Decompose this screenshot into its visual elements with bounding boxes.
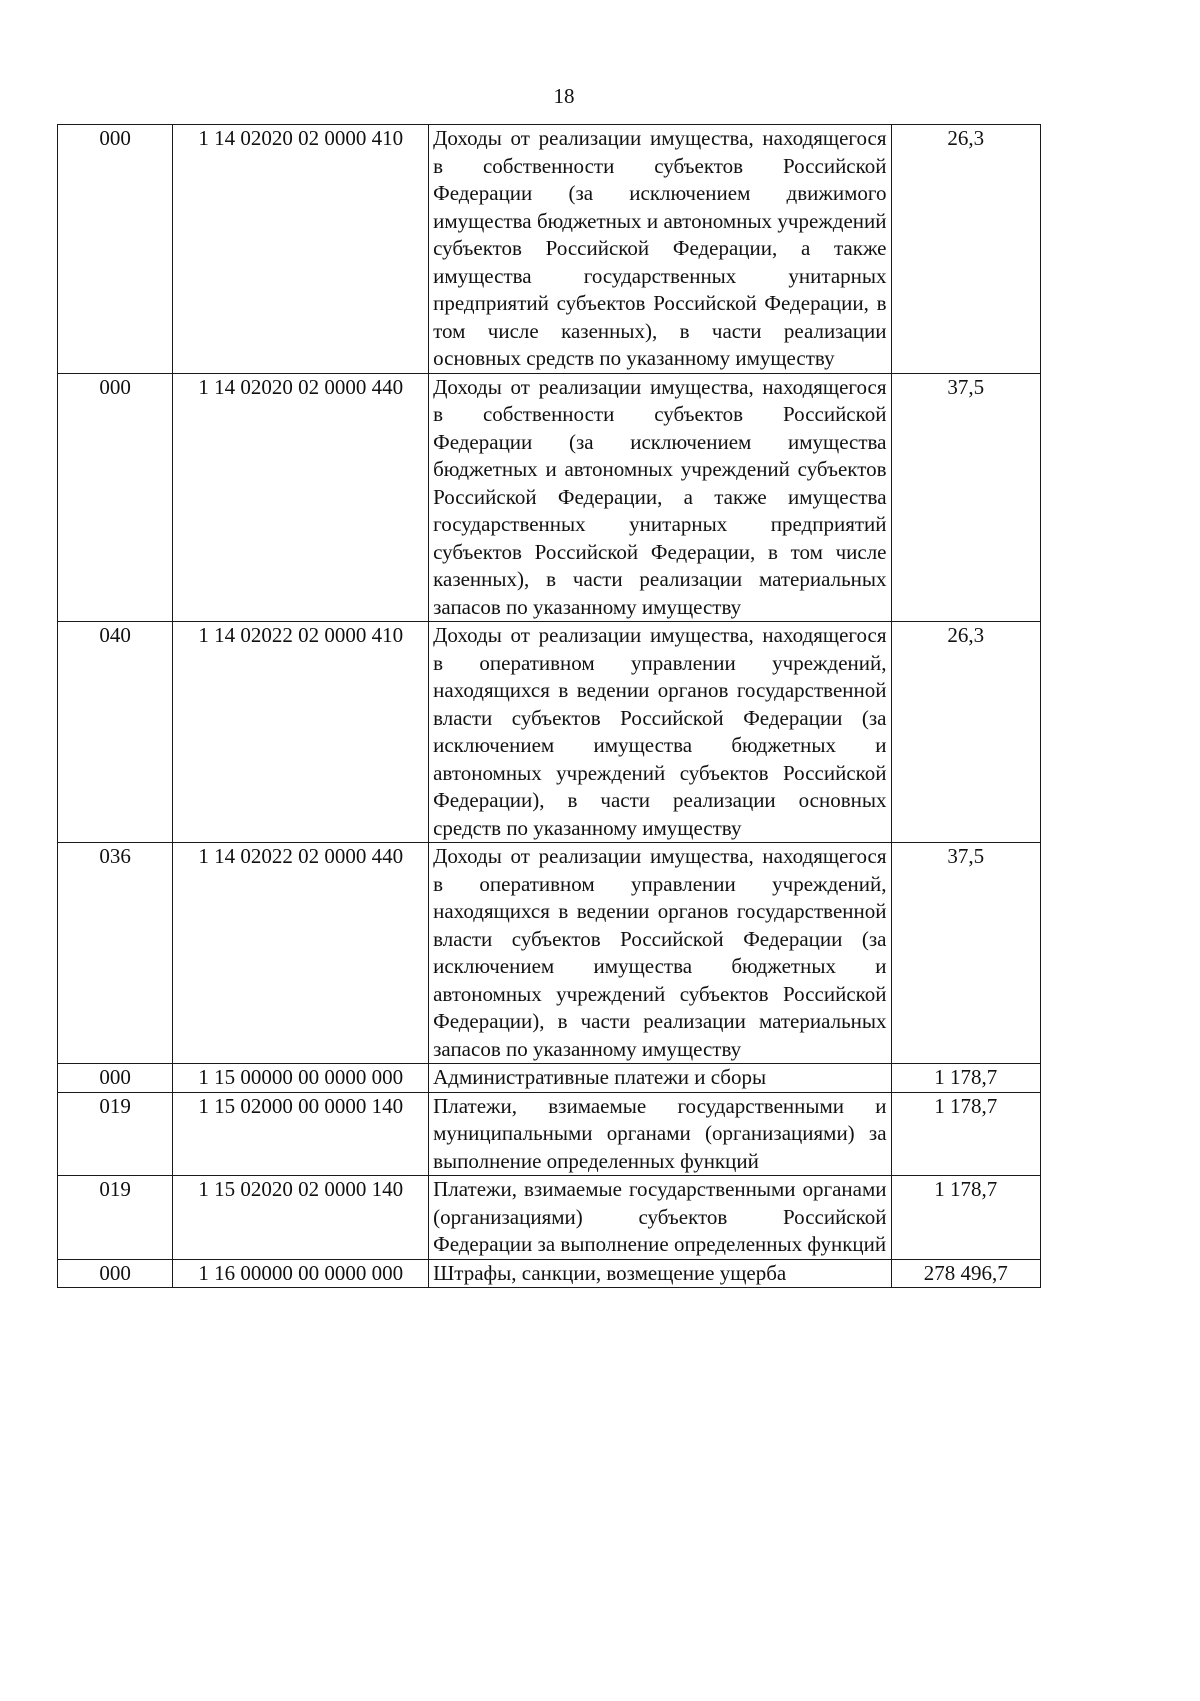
amount-cell: 26,3 [891,125,1040,374]
budget-classification-code-cell: 1 14 02020 02 0000 410 [173,125,429,374]
revenue-table [57,124,1041,1288]
budget-classification-code-cell: 1 14 02020 02 0000 440 [173,373,429,622]
amount-cell: 37,5 [891,843,1040,1064]
budget-classification-code-cell: 1 15 00000 00 0000 000 [173,1064,429,1093]
budget-classification-code-cell: 1 14 02022 02 0000 410 [173,622,429,843]
admin-code-cell: 000 [58,125,173,374]
table-row [58,1092,1041,1176]
amount-cell: 1 178,7 [891,1092,1040,1176]
amount-cell: 26,3 [891,622,1040,843]
revenue-name-cell: Доходы от реализации имущества, находящегося в собственности субъектов Российской Федерации (за исключением движимого имущества бюджетных и автономных учреждений субъектов Российской Федерации, а также имущества государственных унитарных предприятий субъектов Российской Федерации, в том числе казенных), в части реализации основных средств по указанному имуществу [429,125,891,374]
amount-cell: 1 178,7 [891,1064,1040,1093]
budget-classification-code-cell: 1 15 02000 00 0000 140 [173,1092,429,1176]
budget-classification-code-cell: 1 16 00000 00 0000 000 [173,1259,429,1288]
budget-classification-code-cell: 1 14 02022 02 0000 440 [173,843,429,1064]
revenue-name-cell: Платежи, взимаемые государственными органами (организациями) субъектов Российской Федерации за выполнение определенных функций [429,1176,891,1260]
admin-code-cell: 000 [58,373,173,622]
revenue-name-cell: Доходы от реализации имущества, находящегося в собственности субъектов Российской Федерации (за исключением имущества бюджетных и автономных учреждений субъектов Российской Федерации, а также имущества государственных унитарных предприятий субъектов Российской Федерации, в том числе казенных), в части реализации материальных запасов по указанному имуществу [429,373,891,622]
admin-code-cell: 040 [58,622,173,843]
admin-code-cell: 019 [58,1176,173,1260]
table-row [58,1064,1041,1093]
table-row [58,1176,1041,1260]
admin-code-cell: 000 [58,1259,173,1288]
revenue-name-cell: Административные платежи и сборы [429,1064,891,1093]
revenue-name-cell: Штрафы, санкции, возмещение ущерба [429,1259,891,1288]
table-row [58,125,1041,374]
table-row [58,843,1041,1064]
amount-cell: 278 496,7 [891,1259,1040,1288]
table-row [58,622,1041,843]
revenue-name-cell: Платежи, взимаемые государственными и муниципальными органами (организациями) за выполнение определенных функций [429,1092,891,1176]
revenue-name-cell: Доходы от реализации имущества, находящегося в оперативном управлении учреждений, находящихся в ведении органов государственной власти субъектов Российской Федерации (за исключением имущества бюджетных и автономных учреждений субъектов Российской Федерации), в части реализации основных средств по указанному имуществу [429,622,891,843]
amount-cell: 37,5 [891,373,1040,622]
revenue-name-cell: Доходы от реализации имущества, находящегося в оперативном управлении учреждений, находящихся в ведении органов государственной власти субъектов Российской Федерации (за исключением имущества бюджетных и автономных учреждений субъектов Российской Федерации), в части реализации материальных запасов по указанному имуществу [429,843,891,1064]
admin-code-cell: 036 [58,843,173,1064]
table-row [58,373,1041,622]
budget-classification-code-cell: 1 15 02020 02 0000 140 [173,1176,429,1260]
table-row [58,1259,1041,1288]
amount-cell: 1 178,7 [891,1176,1040,1260]
admin-code-cell: 000 [58,1064,173,1093]
page-number: 18 [553,84,575,108]
admin-code-cell: 019 [58,1092,173,1176]
